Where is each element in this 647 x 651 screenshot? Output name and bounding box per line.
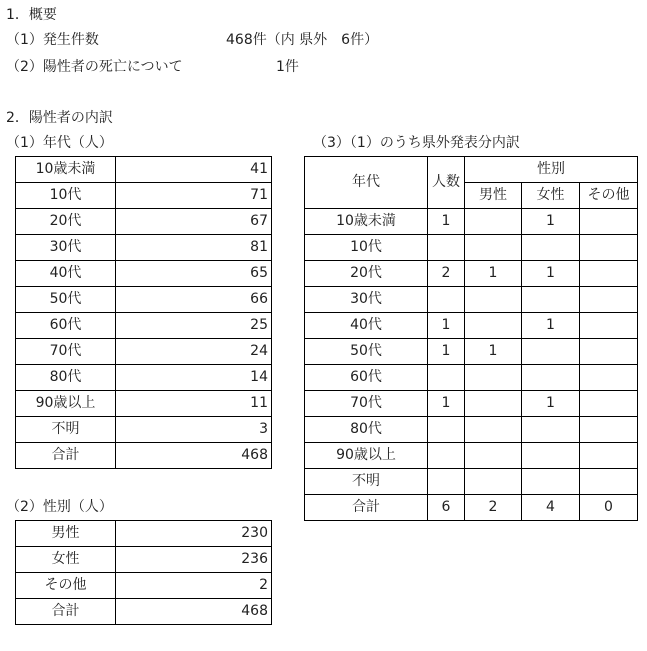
outside-age-cell: 10代 — [305, 235, 428, 261]
sex-value-cell: 230 — [116, 521, 272, 547]
sex-table-caption: （2）性別（人） — [6, 499, 113, 515]
header-other: その他 — [580, 183, 638, 209]
outside-count-cell: 6 — [428, 495, 465, 521]
age-label-cell: 90歳以上 — [16, 391, 116, 417]
outside-age-cell: 50代 — [305, 339, 428, 365]
outside-age-cell: 70代 — [305, 391, 428, 417]
outside-count-cell: 1 — [428, 391, 465, 417]
header-male: 男性 — [465, 183, 522, 209]
outside-table-row — [305, 469, 638, 495]
header-sex: 性別 — [465, 157, 638, 183]
outside-female-cell — [522, 339, 580, 365]
outside-other-cell — [580, 469, 638, 495]
outside-other-cell — [580, 209, 638, 235]
outside-female-cell: 1 — [522, 261, 580, 287]
outside-other-cell — [580, 339, 638, 365]
outside-female-cell: 4 — [522, 495, 580, 521]
sex-table-row — [16, 521, 272, 547]
sex-value-cell: 468 — [116, 599, 272, 625]
age-value-cell: 71 — [116, 183, 272, 209]
outside-female-cell: 1 — [522, 313, 580, 339]
age-label-cell: 40代 — [16, 261, 116, 287]
outside-male-cell: 1 — [465, 339, 522, 365]
outside-count-cell — [428, 443, 465, 469]
death-value: 1件 — [276, 59, 299, 75]
outside-age-cell: 90歳以上 — [305, 443, 428, 469]
outside-age-cell: 10歳未満 — [305, 209, 428, 235]
occurrence-count-label: （1）発生件数 — [6, 32, 99, 48]
age-label-cell: 10代 — [16, 183, 116, 209]
outside-female-cell — [522, 417, 580, 443]
section2-heading: 2．陽性者の内訳 — [6, 110, 113, 126]
age-table-row — [16, 339, 272, 365]
outside-table-row — [305, 417, 638, 443]
outside-table-row — [305, 313, 638, 339]
age-table-row — [16, 157, 272, 183]
outside-male-cell — [465, 365, 522, 391]
outside-other-cell — [580, 391, 638, 417]
outside-other-cell — [580, 443, 638, 469]
outside-count-cell: 1 — [428, 209, 465, 235]
age-value-cell: 3 — [116, 417, 272, 443]
age-value-cell: 67 — [116, 209, 272, 235]
age-label-cell: 20代 — [16, 209, 116, 235]
outside-age-cell: 60代 — [305, 365, 428, 391]
age-table-caption: （1）年代（人） — [6, 135, 113, 151]
age-value-cell: 25 — [116, 313, 272, 339]
age-label-cell: 70代 — [16, 339, 116, 365]
age-table-row — [16, 183, 272, 209]
outside-male-cell — [465, 287, 522, 313]
outside-age-cell: 合計 — [305, 495, 428, 521]
outside-female-cell — [522, 469, 580, 495]
age-value-cell: 24 — [116, 339, 272, 365]
outside-table-row — [305, 209, 638, 235]
outside-female-cell: 1 — [522, 391, 580, 417]
outside-male-cell — [465, 313, 522, 339]
outside-age-cell: 不明 — [305, 469, 428, 495]
age-table-row — [16, 365, 272, 391]
sex-table-row — [16, 573, 272, 599]
age-table-row — [16, 313, 272, 339]
sex-label-cell: 合計 — [16, 599, 116, 625]
outside-prefecture-table — [304, 156, 638, 521]
outside-female-cell — [522, 443, 580, 469]
age-table-row — [16, 235, 272, 261]
age-label-cell: 10歳未満 — [16, 157, 116, 183]
age-value-cell: 81 — [116, 235, 272, 261]
outside-male-cell — [465, 417, 522, 443]
age-table-row — [16, 209, 272, 235]
outside-other-cell — [580, 365, 638, 391]
sex-table-row — [16, 547, 272, 573]
header-female: 女性 — [522, 183, 580, 209]
sex-table — [15, 520, 272, 625]
outside-count-cell — [428, 365, 465, 391]
outside-female-cell — [522, 287, 580, 313]
outside-age-cell: 40代 — [305, 313, 428, 339]
outside-table-row — [305, 391, 638, 417]
age-table — [15, 156, 272, 469]
sex-value-cell: 236 — [116, 547, 272, 573]
sex-label-cell: 女性 — [16, 547, 116, 573]
sex-label-cell: 男性 — [16, 521, 116, 547]
death-label: （2）陽性者の死亡について — [6, 59, 183, 75]
sex-value-cell: 2 — [116, 573, 272, 599]
outside-male-cell: 2 — [465, 495, 522, 521]
outside-female-cell: 1 — [522, 209, 580, 235]
outside-female-cell — [522, 235, 580, 261]
age-value-cell: 41 — [116, 157, 272, 183]
age-table-row — [16, 443, 272, 469]
outside-male-cell — [465, 391, 522, 417]
outside-table-caption: （3）（1）のうち県外発表分内訳 — [313, 135, 520, 151]
outside-age-cell: 20代 — [305, 261, 428, 287]
outside-age-cell: 80代 — [305, 417, 428, 443]
age-value-cell: 11 — [116, 391, 272, 417]
age-label-cell: 不明 — [16, 417, 116, 443]
outside-age-cell: 30代 — [305, 287, 428, 313]
outside-count-cell — [428, 417, 465, 443]
outside-count-cell — [428, 235, 465, 261]
occurrence-count-value: 468件（内 県外 6件） — [226, 32, 379, 48]
outside-male-cell: 1 — [465, 261, 522, 287]
outside-count-cell — [428, 287, 465, 313]
outside-male-cell — [465, 469, 522, 495]
outside-count-cell: 2 — [428, 261, 465, 287]
outside-other-cell — [580, 313, 638, 339]
outside-count-cell: 1 — [428, 339, 465, 365]
header-count: 人数 — [428, 157, 465, 209]
age-value-cell: 14 — [116, 365, 272, 391]
section1-heading: 1．概要 — [6, 7, 57, 23]
age-label-cell: 60代 — [16, 313, 116, 339]
age-value-cell: 66 — [116, 287, 272, 313]
outside-table-row — [305, 287, 638, 313]
age-table-row — [16, 391, 272, 417]
outside-other-cell — [580, 235, 638, 261]
outside-table-row — [305, 443, 638, 469]
age-label-cell: 50代 — [16, 287, 116, 313]
outside-count-cell: 1 — [428, 313, 465, 339]
outside-other-cell — [580, 261, 638, 287]
outside-table-row — [305, 339, 638, 365]
age-label-cell: 80代 — [16, 365, 116, 391]
outside-other-cell — [580, 287, 638, 313]
age-value-cell: 65 — [116, 261, 272, 287]
outside-table-row — [305, 235, 638, 261]
outside-other-cell: 0 — [580, 495, 638, 521]
outside-table-row — [305, 365, 638, 391]
age-table-row — [16, 261, 272, 287]
outside-other-cell — [580, 417, 638, 443]
age-label-cell: 30代 — [16, 235, 116, 261]
age-table-row — [16, 417, 272, 443]
age-table-row — [16, 287, 272, 313]
outside-count-cell — [428, 469, 465, 495]
age-label-cell: 合計 — [16, 443, 116, 469]
age-value-cell: 468 — [116, 443, 272, 469]
outside-male-cell — [465, 235, 522, 261]
header-age: 年代 — [305, 157, 428, 209]
outside-table-row — [305, 495, 638, 521]
outside-table-row — [305, 261, 638, 287]
outside-male-cell — [465, 209, 522, 235]
outside-female-cell — [522, 365, 580, 391]
sex-label-cell: その他 — [16, 573, 116, 599]
outside-male-cell — [465, 443, 522, 469]
sex-table-row — [16, 599, 272, 625]
